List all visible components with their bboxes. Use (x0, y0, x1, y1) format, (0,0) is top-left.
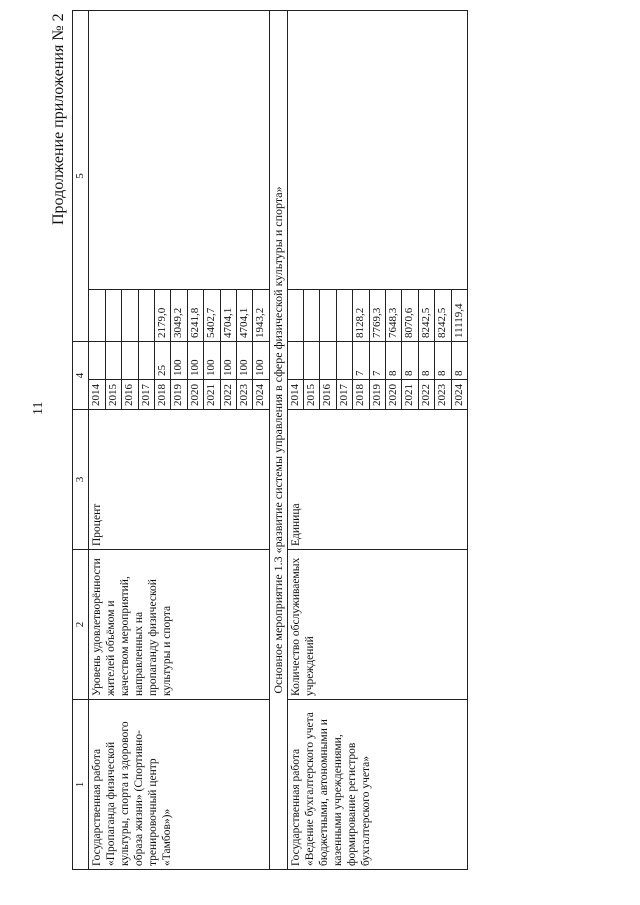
amount-cell: 2179,0 (155, 290, 171, 342)
colnum-3: 3 (73, 410, 89, 550)
value-cell: 100 (204, 342, 220, 380)
year-cell: 2022 (220, 380, 236, 410)
column-number-row (73, 11, 89, 870)
value-cell (336, 342, 352, 380)
amount-cell (320, 290, 336, 342)
year-cell: 2014 (89, 380, 105, 410)
colnum-4: 4 (73, 342, 89, 410)
amount-cell: 11119,4 (451, 290, 467, 342)
appendix-label: Продолжение приложения № 2 (50, 13, 67, 225)
year-cell: 2021 (204, 380, 220, 410)
unit-cell: Процент (89, 410, 269, 550)
amount-cell (105, 290, 121, 342)
section-title: Основное мероприятие 1.3 «развитие системы управления в сфере физической культуры и спорта» (269, 11, 287, 870)
year-cell: 2016 (320, 380, 336, 410)
amount-cell: 8242,5 (418, 290, 434, 342)
year-cell: 2015 (303, 380, 319, 410)
blank-cell (287, 11, 467, 290)
amount-cell: 5402,7 (204, 290, 220, 342)
year-cell: 2020 (187, 380, 203, 410)
amount-cell (122, 290, 138, 342)
amount-cell: 4704,1 (237, 290, 253, 342)
amount-cell (303, 290, 319, 342)
value-cell: 8 (402, 342, 418, 380)
year-cell: 2023 (237, 380, 253, 410)
work-name-cell: Государственная работа «Пропаганда физической культуры, спорта и здорового образа жизни» (Спортивно-тренировочный центр «Тамбов»)» (89, 700, 269, 870)
value-cell (303, 342, 319, 380)
amount-cell: 7648,3 (385, 290, 401, 342)
value-cell: 100 (253, 342, 269, 380)
amount-cell: 1943,2 (253, 290, 269, 342)
amount-cell (287, 290, 303, 342)
table-row (287, 11, 303, 870)
data-table (72, 10, 468, 870)
year-cell: 2018 (353, 380, 369, 410)
page-number: 11 (31, 401, 46, 415)
unit-cell: Единица (287, 410, 467, 550)
value-cell (89, 342, 105, 380)
year-cell: 2018 (155, 380, 171, 410)
year-cell: 2020 (385, 380, 401, 410)
colnum-5: 5 (73, 11, 89, 342)
year-cell: 2019 (369, 380, 385, 410)
value-cell: 7 (369, 342, 385, 380)
work-name-cell: Государственная работа «Ведение бухгалтерского учета бюджетными, автономными и казенными учреждениями, формирование регистров бухгалтерского учета» (287, 700, 467, 870)
value-cell: 25 (155, 342, 171, 380)
amount-cell (336, 290, 352, 342)
value-cell: 100 (237, 342, 253, 380)
amount-cell (138, 290, 154, 342)
value-cell: 8 (435, 342, 451, 380)
colnum-2: 2 (73, 550, 89, 700)
rotated-table-container (72, 10, 617, 870)
colnum-1: 1 (73, 700, 89, 870)
amount-cell: 4704,1 (220, 290, 236, 342)
section-row (269, 11, 287, 870)
year-cell: 2022 (418, 380, 434, 410)
value-cell (105, 342, 121, 380)
value-cell (287, 342, 303, 380)
year-cell: 2023 (435, 380, 451, 410)
amount-cell: 8070,6 (402, 290, 418, 342)
year-cell: 2024 (253, 380, 269, 410)
year-cell: 2016 (122, 380, 138, 410)
value-cell: 100 (220, 342, 236, 380)
year-cell: 2024 (451, 380, 467, 410)
indicator-cell: Количество обслуживаемых учреждений (287, 550, 467, 700)
amount-cell: 8128,2 (353, 290, 369, 342)
value-cell: 8 (418, 342, 434, 380)
amount-cell: 7769,3 (369, 290, 385, 342)
value-cell: 7 (353, 342, 369, 380)
year-cell: 2015 (105, 380, 121, 410)
blank-cell (89, 11, 269, 290)
amount-cell: 6241,8 (187, 290, 203, 342)
year-cell: 2021 (402, 380, 418, 410)
year-cell: 2017 (336, 380, 352, 410)
amount-cell: 3049,2 (171, 290, 187, 342)
value-cell (138, 342, 154, 380)
amount-cell (89, 290, 105, 342)
table-row (89, 11, 105, 870)
value-cell: 8 (385, 342, 401, 380)
value-cell: 100 (187, 342, 203, 380)
year-cell: 2017 (138, 380, 154, 410)
amount-cell: 8242,5 (435, 290, 451, 342)
value-cell (122, 342, 138, 380)
value-cell: 8 (451, 342, 467, 380)
year-cell: 2014 (287, 380, 303, 410)
value-cell: 100 (171, 342, 187, 380)
value-cell (320, 342, 336, 380)
year-cell: 2019 (171, 380, 187, 410)
indicator-cell: Уровень удовлетворённости жителей объёмом и качеством мероприятий, направленных на пропаганду физической культуры и спорта (89, 550, 269, 700)
